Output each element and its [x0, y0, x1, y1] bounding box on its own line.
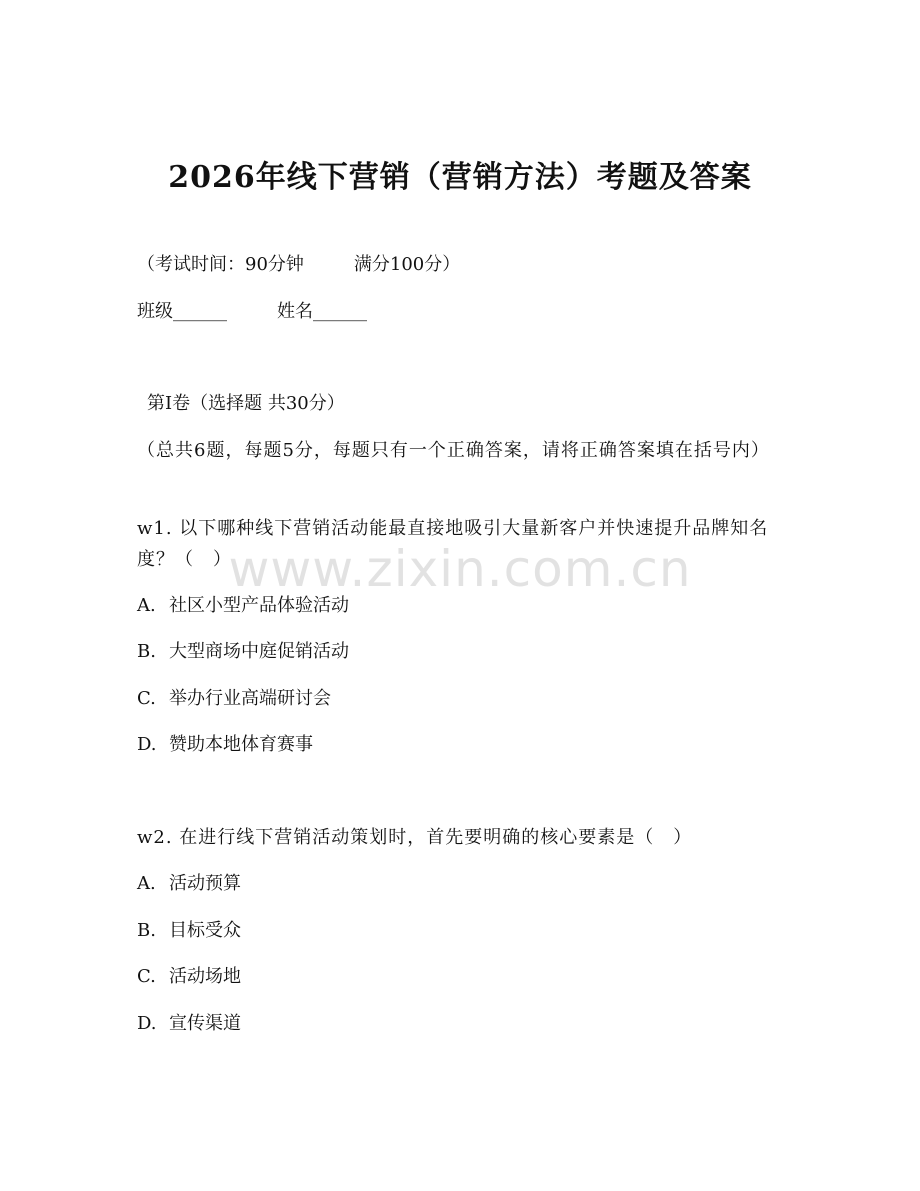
class-field-label: 班级______ — [137, 301, 227, 322]
option-text: 举办行业高端研讨会 — [169, 688, 331, 709]
option-text: 活动场地 — [169, 966, 241, 987]
question-2-option-b — [137, 916, 241, 946]
option-label: B. — [137, 920, 156, 941]
student-info — [137, 297, 367, 327]
option-label: D. — [137, 1013, 157, 1034]
watermark-text: www.zixin.com.cn — [228, 540, 692, 598]
question-2-text: w2. 在进行线下营销活动策划时，首先要明确的核心要素是（ ） — [137, 827, 693, 848]
option-text: 社区小型产品体验活动 — [169, 595, 349, 616]
option-label: C. — [137, 966, 156, 987]
question-2-option-c — [137, 962, 241, 992]
option-label: D. — [137, 734, 157, 755]
section-title: 第Ⅰ卷（选择题 共30分） — [147, 393, 345, 414]
question-1-option-a — [137, 591, 349, 621]
exam-score: 满分100分） — [353, 254, 461, 275]
option-text: 活动预算 — [169, 873, 241, 894]
question-1-option-c — [137, 684, 331, 714]
section-instructions: （总共6题，每题5分，每题只有一个正确答案，请将正确答案填在括号内） — [137, 440, 770, 461]
question-2-option-a — [137, 869, 241, 899]
exam-info — [137, 250, 460, 280]
option-text: 赞助本地体育赛事 — [169, 734, 313, 755]
option-text: 大型商场中庭促销活动 — [169, 641, 349, 662]
name-field-label: 姓名______ — [277, 301, 367, 322]
option-text: 目标受众 — [169, 920, 241, 941]
option-text: 宣传渠道 — [169, 1013, 241, 1034]
option-label: A. — [137, 873, 156, 894]
exam-time: （考试时间：90分钟 — [137, 254, 304, 275]
option-label: A. — [137, 595, 156, 616]
option-label: B. — [137, 641, 156, 662]
question-1-text: w1. 以下哪种线下营销活动能最直接地吸引大量新客户并快速提升品牌知名度？（ ） — [137, 518, 769, 570]
question-1-option-d — [137, 730, 313, 760]
page-title: 2026年线下营销（营销方法）考题及答案 — [168, 160, 752, 195]
question-1-option-b — [137, 637, 349, 667]
option-label: C. — [137, 688, 156, 709]
question-2-option-d — [137, 1009, 241, 1039]
